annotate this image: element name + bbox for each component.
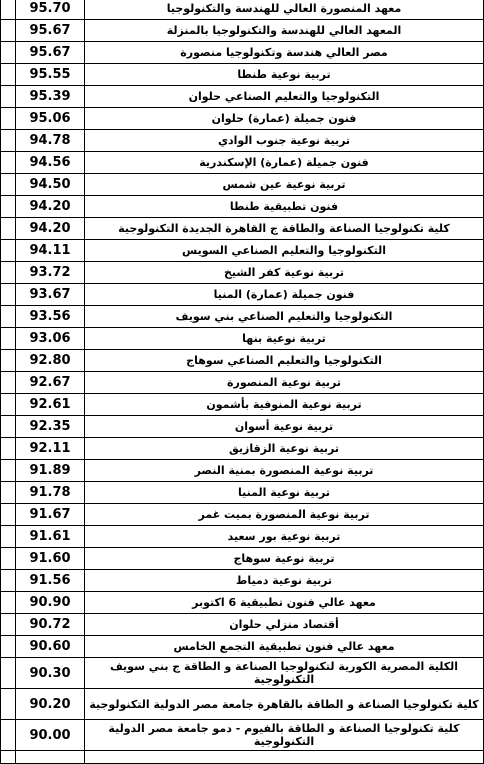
institution-name-cell: تربية نوعية عين شمس [85,174,484,196]
institution-name-cell [85,751,484,764]
score-cell: 95.06 [16,108,85,130]
row-margin-cell [1,262,16,284]
institution-name-cell: مصر العالي هندسة وتكنولوجيا منصورة [85,42,484,64]
institution-name-cell: تربية نوعية طنطا [85,64,484,86]
score-cell: 95.70 [16,0,85,20]
row-margin-cell [1,592,16,614]
row-margin-cell [1,636,16,658]
score-cell: 92.61 [16,394,85,416]
row-margin-cell [1,152,16,174]
institution-name-cell: التكنولوجيا والتعليم الصناعي سوهاج [85,350,484,372]
table-row [1,20,484,42]
results-table-body [1,0,484,764]
score-cell: 90.90 [16,592,85,614]
score-cell: 93.72 [16,262,85,284]
score-cell: 92.35 [16,416,85,438]
score-cell: 91.56 [16,570,85,592]
institution-name-cell: كلية تكنولوجيا الصناعة و الطاقة بالفيوم - دمو جامعة مصر الدولية التكنولوجية [85,720,484,751]
institution-name-cell: تربية نوعية المنوفية بأشمون [85,394,484,416]
table-row [1,438,484,460]
institution-name-cell: أقتصاد منزلي حلوان [85,614,484,636]
institution-name-cell: فنون جميلة (عمارة) المنيا [85,284,484,306]
table-row [1,328,484,350]
table-row [1,174,484,196]
table-row [1,196,484,218]
institution-name-cell: تربية نوعية بنها [85,328,484,350]
row-margin-cell [1,218,16,240]
table-row [1,86,484,108]
institution-name-cell: معهد عالي فنون تطبيقية التجمع الخامس [85,636,484,658]
score-cell: 91.67 [16,504,85,526]
score-cell: 94.11 [16,240,85,262]
institution-name-cell: تربية نوعية أسوان [85,416,484,438]
table-row [1,306,484,328]
table-row-partial [1,751,484,764]
table-row [1,416,484,438]
row-margin-cell [1,174,16,196]
row-margin-cell [1,240,16,262]
row-margin-cell [1,438,16,460]
institution-name-cell: كلية تكنولوجيا الصناعة والطاقة ج القاهرة الجديدة التكنولوجية [85,218,484,240]
institution-name-cell: التكنولوجيا والتعليم الصناعي بني سويف [85,306,484,328]
institution-name-cell: تربية نوعية جنوب الوادي [85,130,484,152]
row-margin-cell [1,328,16,350]
score-cell [16,751,85,764]
table-row [1,218,484,240]
score-cell: 90.30 [16,658,85,689]
table-row [1,262,484,284]
score-cell: 90.00 [16,720,85,751]
institution-name-cell: تربية نوعية كفر الشيخ [85,262,484,284]
row-margin-cell [1,460,16,482]
row-margin-cell [1,86,16,108]
table-row [1,548,484,570]
score-cell: 94.50 [16,174,85,196]
score-cell: 94.56 [16,152,85,174]
institution-name-cell: الكلية المصرية الكورية لتكنولوجيا الصناعة و الطاقة ج بني سويف التكنولوجية [85,658,484,689]
table-row [1,689,484,720]
table-row [1,108,484,130]
score-cell: 91.61 [16,526,85,548]
institution-name-cell: التكنولوجيا والتعليم الصناعي حلوان [85,86,484,108]
row-margin-cell [1,108,16,130]
table-row [1,460,484,482]
score-cell: 95.67 [16,42,85,64]
score-cell: 92.67 [16,372,85,394]
score-cell: 94.78 [16,130,85,152]
score-cell: 91.89 [16,460,85,482]
institution-name-cell: تربية نوعية بور سعيد [85,526,484,548]
score-cell: 95.39 [16,86,85,108]
institution-name-cell: تربية نوعية دمياط [85,570,484,592]
row-margin-cell [1,526,16,548]
score-cell: 95.67 [16,20,85,42]
table-row [1,130,484,152]
institution-name-cell: تربية نوعية المنصورة [85,372,484,394]
table-row [1,64,484,86]
table-row [1,570,484,592]
table-row [1,526,484,548]
table-row [1,0,484,20]
institution-name-cell: تربية نوعية المنيا [85,482,484,504]
score-cell: 91.78 [16,482,85,504]
row-margin-cell [1,614,16,636]
institution-name-cell: معهد عالي فنون تطبيقية 6 اكتوبر [85,592,484,614]
row-margin-cell [1,570,16,592]
row-margin-cell [1,64,16,86]
table-row [1,658,484,689]
score-cell: 94.20 [16,218,85,240]
score-cell: 90.72 [16,614,85,636]
table-row [1,636,484,658]
table-row [1,504,484,526]
score-cell: 94.20 [16,196,85,218]
row-margin-cell [1,20,16,42]
score-cell: 93.56 [16,306,85,328]
score-cell: 90.60 [16,636,85,658]
row-margin-cell [1,196,16,218]
row-margin-cell [1,504,16,526]
institution-name-cell: تربية نوعية المنصورة بميت غمر [85,504,484,526]
table-row [1,350,484,372]
score-cell: 91.60 [16,548,85,570]
score-cell: 93.06 [16,328,85,350]
row-margin-cell [1,350,16,372]
row-margin-cell [1,0,16,20]
institution-name-cell: المعهد العالي للهندسة والتكنولوجيا بالمنزلة [85,20,484,42]
institution-name-cell: فنون جميلة (عمارة) حلوان [85,108,484,130]
institution-name-cell: فنون جميلة (عمارة) الإسكندرية [85,152,484,174]
institution-name-cell: التكنولوجيا والتعليم الصناعي السويس [85,240,484,262]
row-margin-cell [1,394,16,416]
row-margin-cell [1,548,16,570]
row-margin-cell [1,720,16,751]
institution-name-cell: تربية نوعية سوهاج [85,548,484,570]
score-cell: 90.20 [16,689,85,720]
row-margin-cell [1,689,16,720]
row-margin-cell [1,284,16,306]
table-row [1,720,484,751]
score-cell: 92.11 [16,438,85,460]
score-cell: 93.67 [16,284,85,306]
row-margin-cell [1,416,16,438]
institution-name-cell: تربية نوعية الزقازيق [85,438,484,460]
table-row [1,42,484,64]
row-margin-cell [1,372,16,394]
table-row [1,152,484,174]
table-row [1,372,484,394]
row-margin-cell [1,482,16,504]
score-cell: 92.80 [16,350,85,372]
institution-name-cell: كلية تكنولوجيا الصناعة و الطاقة بالقاهرة جامعة مصر الدولية التكنولوجية [85,689,484,720]
table-row [1,284,484,306]
score-cell: 95.55 [16,64,85,86]
row-margin-cell [1,42,16,64]
table-row [1,240,484,262]
row-margin-cell [1,751,16,764]
institution-name-cell: تربية نوعية المنصورة بمنية النصر [85,460,484,482]
institution-name-cell: معهد المنصورة العالي للهندسة والتكنولوجيا [85,0,484,20]
row-margin-cell [1,130,16,152]
table-row [1,394,484,416]
row-margin-cell [1,658,16,689]
row-margin-cell [1,306,16,328]
institution-name-cell: فنون تطبيقية طنطا [85,196,484,218]
table-row [1,614,484,636]
table-row [1,592,484,614]
table-row [1,482,484,504]
